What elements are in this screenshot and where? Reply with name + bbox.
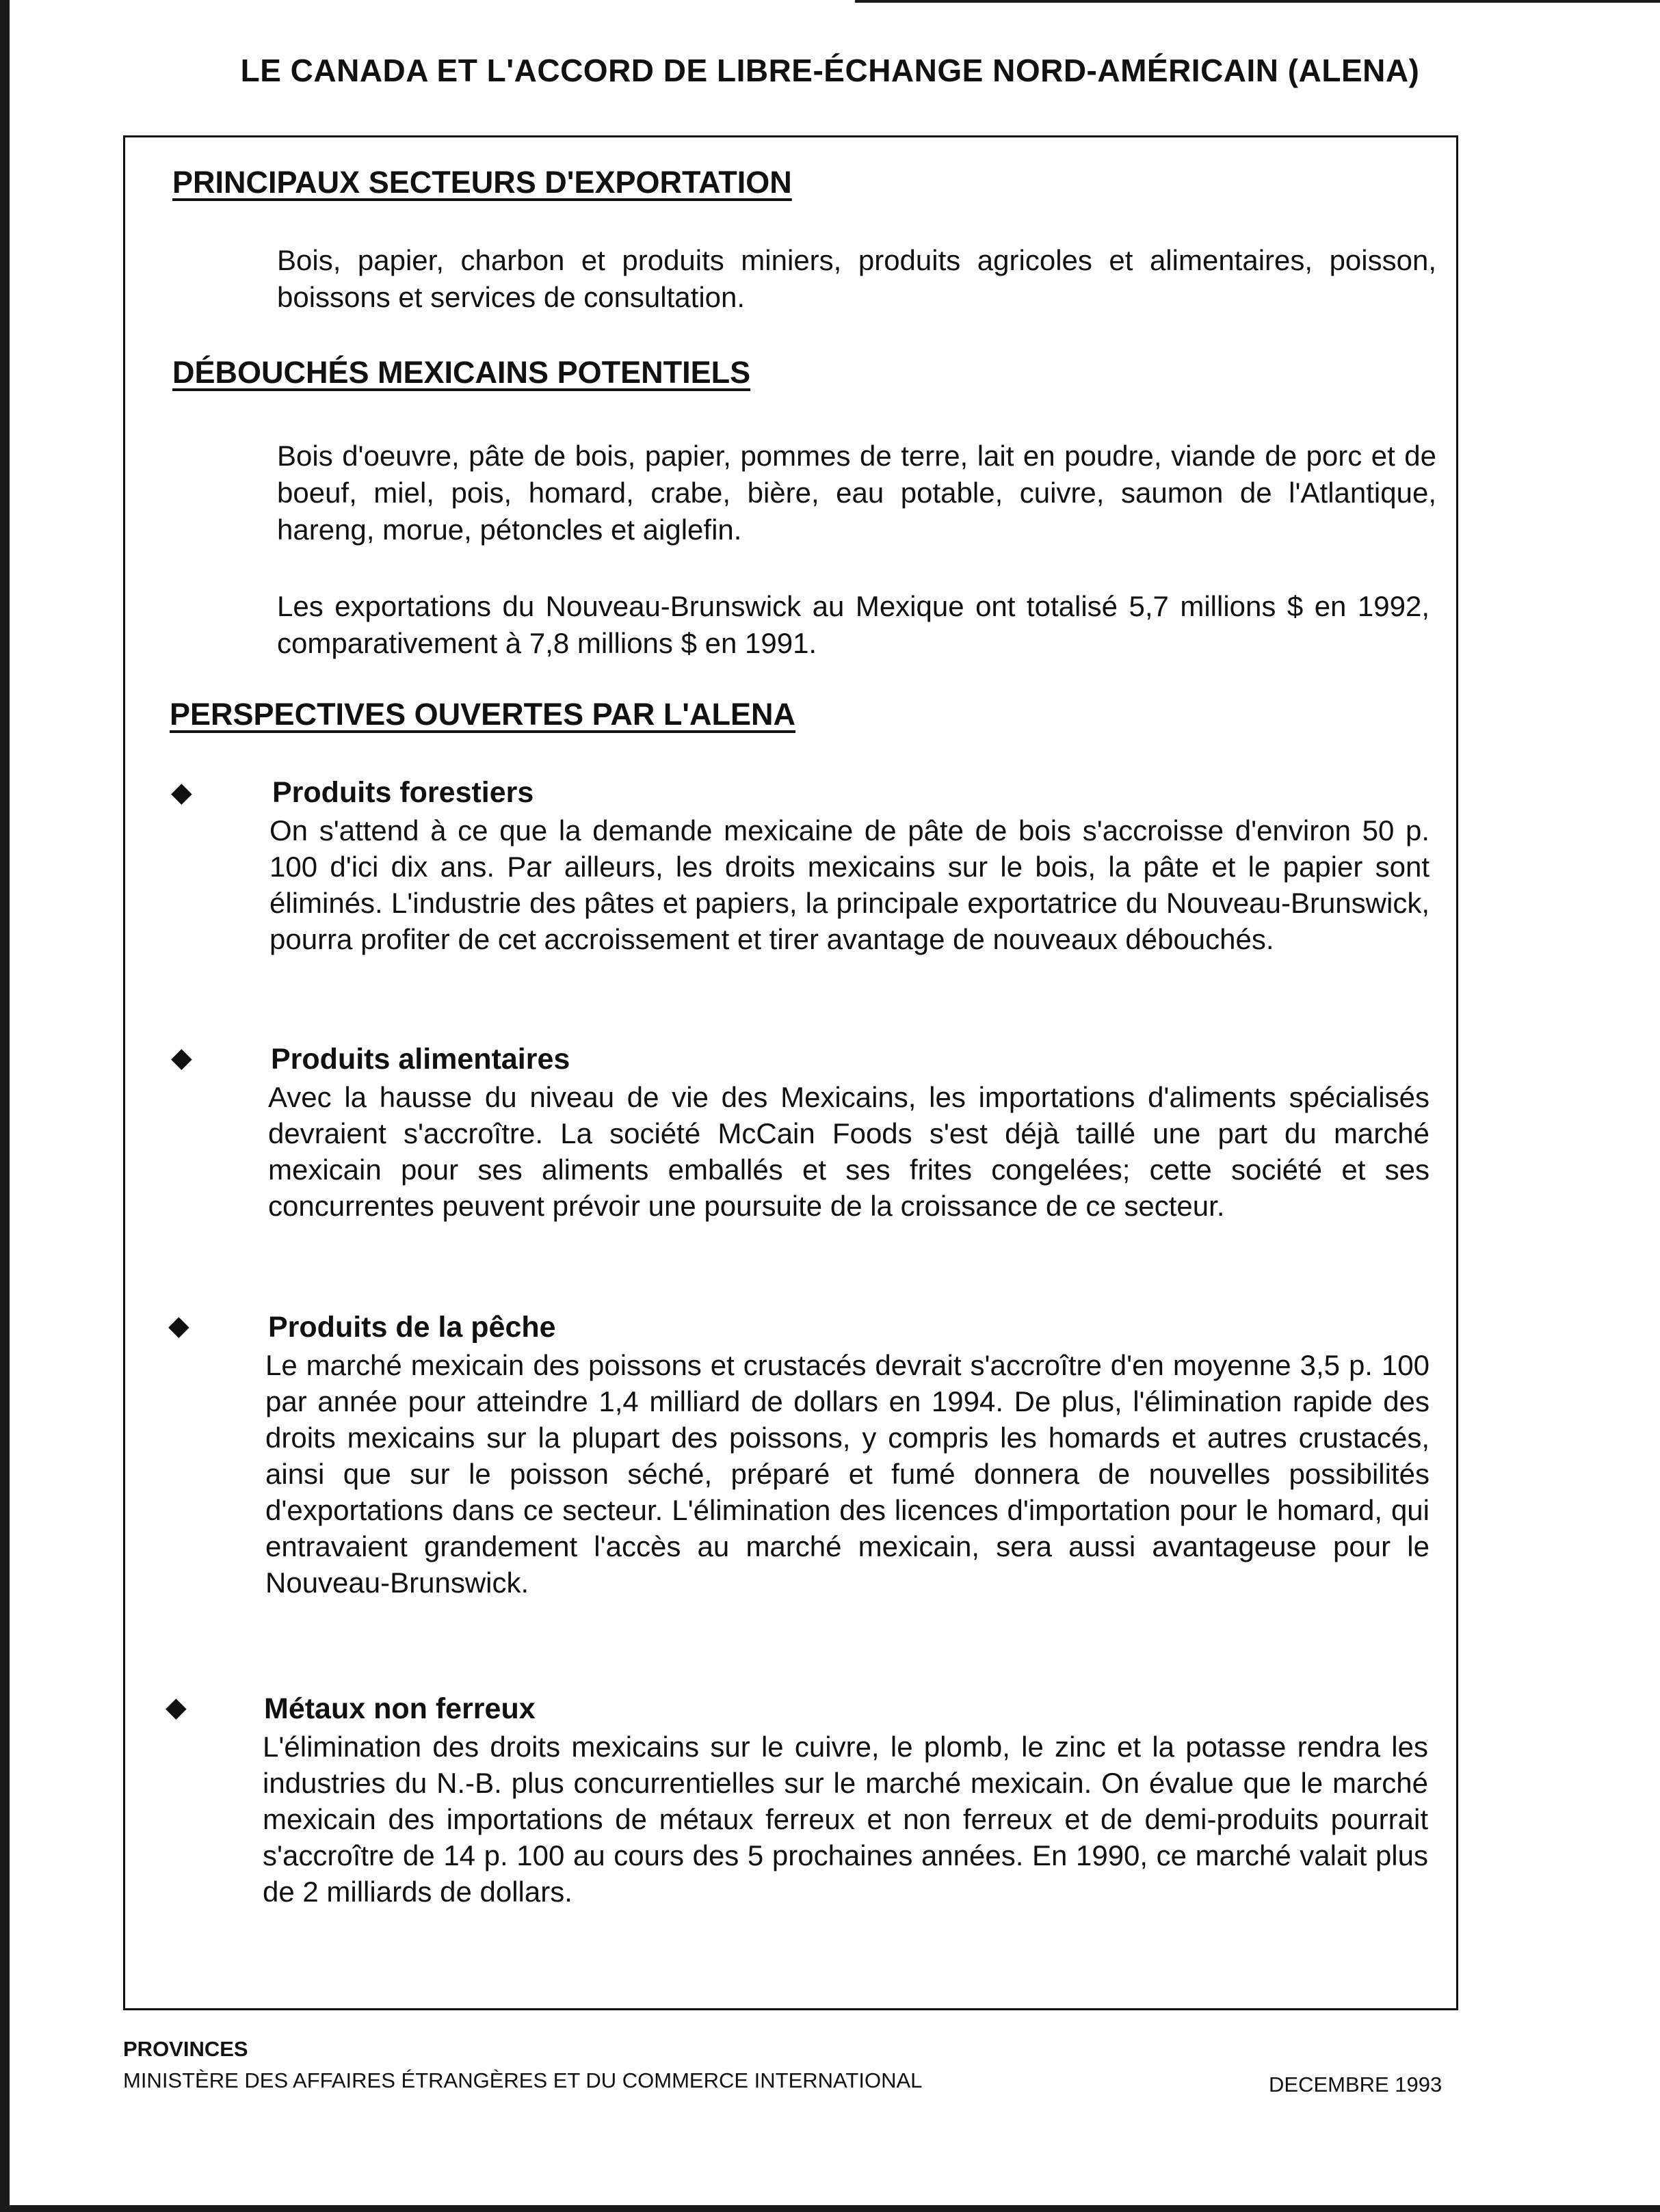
footer-date: DECEMBRE 1993 (1269, 2073, 1442, 2096)
heading-export-sectors: PRINCIPAUX SECTEURS D'EXPORTATION (172, 165, 792, 200)
item-title-nonferrous-metals: Métaux non ferreux (264, 1692, 536, 1725)
item-text-nonferrous-metals: L'élimination des droits mexicains sur le cuivre, le plomb, le zinc et la potasse rendra les industries du N.-B. plus concurrentielles sur le marché mexicain. On évalue que le marché mexicain des importations de métaux ferreux et non ferreux et de demi-produits pourrait s'accroître de 14 p. 100 au cours des 5 prochaines années. En 1990, ce marché valait plus de 2 milliards de dollars. (263, 1731, 1428, 1908)
item-title-fishery-products: Produits de la pêche (268, 1311, 556, 1344)
item-title-food-products: Produits alimentaires (271, 1043, 570, 1076)
item-text-food-products: Avec la hausse du niveau de vie des Mexicains, les importations d'aliments spécialisés devraient s'accroître. La société McCain Foods s'est déjà taillé une part du marché mexicain pour ses aliments emballés et ses frites congelées; cette société et ses concurrentes peuvent prévoir une poursuite de la croissance de ce secteur. (268, 1081, 1430, 1222)
page-title: LE CANADA ET L'ACCORD DE LIBRE-ÉCHANGE NORD-AMÉRICAIN (ALENA) (240, 53, 1420, 88)
diamond-bullet-icon: ◆ (168, 1311, 189, 1341)
diamond-bullet-icon: ◆ (171, 777, 192, 808)
item-text-fishery-products: Le marché mexicain des poissons et crustacés devrait s'accroître d'en moyenne 3,5 p. 100 par année pour atteindre 1,4 milliard de dollars en 1994. De plus, l'élimination rapide des droits mexicains sur la plupart des poissons, y compris les homards et autres crustacés, ainsi que sur le poisson séché, préparé et fumé donnera de nouvelles possibilités d'exportations dans ce secteur. L'élimination des licences d'importation pour le homard, qui entravaient grandement l'accès au marché mexicain, sera aussi avantageuse pour le Nouveau-Brunswick. (265, 1349, 1430, 1599)
scan-edge-top (855, 0, 1660, 3)
export-sectors-text: Bois, papier, charbon et produits miniers, produits agricoles et alimentaires, poisson, boissons et services de consultation. (277, 244, 1436, 313)
item-title-forest-products: Produits forestiers (272, 776, 534, 809)
diamond-bullet-icon: ◆ (166, 1692, 187, 1722)
heading-nafta-prospects: PERSPECTIVES OUVERTES PAR L'ALENA (170, 697, 796, 732)
mexican-outlets-text: Bois d'oeuvre, pâte de bois, papier, pommes de terre, lait en poudre, viande de porc et de boeuf, miel, pois, homard, crabe, bière, eau potable, cuivre, saumon de l'Atlantique, hareng, morue, pétoncles et aiglefin. (277, 440, 1436, 546)
mexican-outlets-exports-text: Les exportations du Nouveau-Brunswick au Mexique ont totalisé 5,7 millions $ en 1992, comparativement à 7,8 millions $ en 1991. (277, 590, 1430, 659)
footer-org: PROVINCES (123, 2037, 248, 2061)
diamond-bullet-icon: ◆ (171, 1043, 192, 1073)
item-text-forest-products: On s'attend à ce que la demande mexicaine de pâte de bois s'accroisse d'environ 50 p. 100 d'ici dix ans. Par ailleurs, les droits mexicains sur le bois, la pâte et le papier sont éliminés. L'industrie des pâtes et papiers, la principale exportatrice du Nouveau-Brunswick, pourra profiter de cet accroissement et tirer avantage de nouveaux débouchés. (269, 814, 1430, 955)
scan-edge-left (0, 0, 10, 2212)
heading-mexican-outlets: DÉBOUCHÉS MEXICAINS POTENTIELS (172, 355, 751, 390)
scan-edge-bottom (0, 2205, 1660, 2212)
footer-ministry: MINISTÈRE DES AFFAIRES ÉTRANGÈRES ET DU COMMERCE INTERNATIONAL (123, 2068, 923, 2092)
